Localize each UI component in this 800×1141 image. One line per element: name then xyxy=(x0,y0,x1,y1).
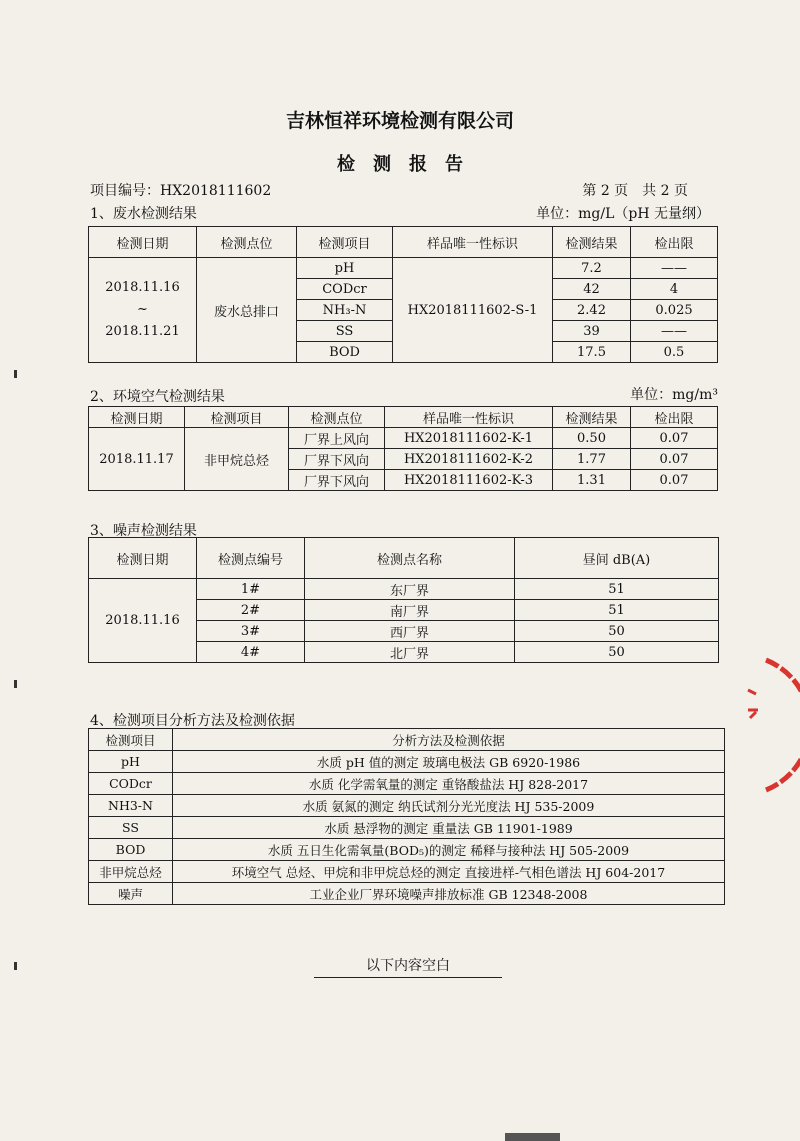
method-basis: 水质 五日生化需氧量(BOD₅)的测定 稀释与接种法 HJ 505-2009 xyxy=(173,839,725,861)
table-row xyxy=(89,258,718,279)
test-result: 39 xyxy=(553,321,631,342)
detection-limit: 0.07 xyxy=(631,449,718,470)
noise-value: 51 xyxy=(515,579,719,600)
column-header: 检出限 xyxy=(631,407,718,428)
wastewater-table xyxy=(88,226,718,363)
page-number: 第 2 页 共 2 页 xyxy=(582,183,688,199)
noise-value: 51 xyxy=(515,600,719,621)
point-number: 3# xyxy=(197,621,305,642)
method-item: SS xyxy=(89,817,173,839)
table-header-row xyxy=(89,538,719,579)
method-item: NH3-N xyxy=(89,795,173,817)
scan-mark xyxy=(14,370,17,378)
point-number: 1# xyxy=(197,579,305,600)
company-name: 吉林恒祥环境检测有限公司 xyxy=(285,110,514,132)
sample-id: HX2018111602-K-1 xyxy=(385,428,553,449)
column-header: 检测点位 xyxy=(197,227,297,258)
method-basis: 环境空气 总烃、甲烷和非甲烷总烃的测定 直接进样-气相色谱法 HJ 604-2017 xyxy=(173,861,725,883)
noise-section-title: 3、噪声检测结果 xyxy=(90,523,197,539)
red-seal-stamp xyxy=(736,650,800,800)
test-result: 0.50 xyxy=(553,428,631,449)
method-item: 非甲烷总烃 xyxy=(89,861,173,883)
noise-table xyxy=(88,537,719,663)
column-header: 检测结果 xyxy=(553,227,631,258)
table-row xyxy=(89,883,725,905)
method-basis: 水质 化学需氧量的测定 重铬酸盐法 HJ 828-2017 xyxy=(173,773,725,795)
detection-limit: —— xyxy=(631,321,718,342)
column-header: 检出限 xyxy=(631,227,718,258)
scan-mark xyxy=(14,962,17,970)
table-header-row xyxy=(89,729,725,751)
sampling-point: 厂界下风向 xyxy=(289,449,385,470)
date-end: 2018.11.21 xyxy=(105,324,180,339)
table-header-row xyxy=(89,407,718,428)
point-name: 南厂界 xyxy=(305,600,515,621)
column-header: 检测结果 xyxy=(553,407,631,428)
test-date: 2018.11.17 xyxy=(89,428,185,491)
sampling-point: 厂界下风向 xyxy=(289,470,385,491)
date-start: 2018.11.16 xyxy=(105,280,180,295)
scan-mark xyxy=(14,680,17,688)
column-header: 检测点位 xyxy=(289,407,385,428)
test-item: SS xyxy=(297,321,393,342)
column-header: 昼间 dB(A) xyxy=(515,538,719,579)
test-item: BOD xyxy=(297,342,393,363)
column-header: 检测项目 xyxy=(297,227,393,258)
test-result: 2.42 xyxy=(553,300,631,321)
test-result: 17.5 xyxy=(553,342,631,363)
sampling-point: 厂界上风向 xyxy=(289,428,385,449)
test-date-range xyxy=(89,258,197,363)
sampling-point: 废水总排口 xyxy=(197,258,297,363)
detection-limit: 0.07 xyxy=(631,428,718,449)
column-header: 样品唯一性标识 xyxy=(385,407,553,428)
detection-limit: 0.5 xyxy=(631,342,718,363)
point-name: 西厂界 xyxy=(305,621,515,642)
method-item: CODcr xyxy=(89,773,173,795)
report-title: 检测报告 xyxy=(337,154,481,175)
column-header: 样品唯一性标识 xyxy=(393,227,553,258)
wastewater-unit: 单位：mg/L（pH 无量纲） xyxy=(536,206,710,222)
method-basis: 水质 悬浮物的测定 重量法 GB 11901-1989 xyxy=(173,817,725,839)
method-basis: 水质 pH 值的测定 玻璃电极法 GB 6920-1986 xyxy=(173,751,725,773)
date-separator: ~ xyxy=(137,302,148,317)
test-item: 非甲烷总烃 xyxy=(185,428,289,491)
test-item: CODcr xyxy=(297,279,393,300)
detection-limit: 0.025 xyxy=(631,300,718,321)
method-item: 噪声 xyxy=(89,883,173,905)
method-item: pH xyxy=(89,751,173,773)
blank-below-note: 以下内容空白 xyxy=(314,955,502,978)
point-name: 北厂界 xyxy=(305,642,515,663)
table-row xyxy=(89,795,725,817)
air-unit: 单位：mg/m³ xyxy=(630,387,718,403)
test-item: NH₃-N xyxy=(297,300,393,321)
table-header-row xyxy=(89,227,718,258)
column-header: 分析方法及检测依据 xyxy=(173,729,725,751)
wastewater-section-title: 1、废水检测结果 xyxy=(90,206,197,222)
sample-id: HX2018111602-S-1 xyxy=(393,258,553,363)
column-header: 检测日期 xyxy=(89,407,185,428)
test-date: 2018.11.16 xyxy=(89,579,197,663)
table-row xyxy=(89,579,719,600)
table-row xyxy=(89,839,725,861)
methods-table xyxy=(88,728,725,905)
air-section-title: 2、环境空气检测结果 xyxy=(90,389,225,405)
air-table xyxy=(88,406,718,491)
project-number: 项目编号：HX2018111602 xyxy=(90,183,272,199)
noise-value: 50 xyxy=(515,621,719,642)
methods-section-title: 4、检测项目分析方法及检测依据 xyxy=(90,713,295,729)
method-basis: 工业企业厂界环境噪声排放标准 GB 12348-2008 xyxy=(173,883,725,905)
point-number: 4# xyxy=(197,642,305,663)
test-item: pH xyxy=(297,258,393,279)
scan-mark xyxy=(505,1133,560,1141)
test-result: 7.2 xyxy=(553,258,631,279)
sample-id: HX2018111602-K-3 xyxy=(385,470,553,491)
method-item: BOD xyxy=(89,839,173,861)
point-number: 2# xyxy=(197,600,305,621)
column-header: 检测点编号 xyxy=(197,538,305,579)
test-result: 1.31 xyxy=(553,470,631,491)
sample-id: HX2018111602-K-2 xyxy=(385,449,553,470)
detection-limit: 4 xyxy=(631,279,718,300)
detection-limit: 0.07 xyxy=(631,470,718,491)
method-basis: 水质 氨氮的测定 纳氏试剂分光光度法 HJ 535-2009 xyxy=(173,795,725,817)
table-row xyxy=(89,751,725,773)
table-row xyxy=(89,428,718,449)
column-header: 检测点名称 xyxy=(305,538,515,579)
column-header: 检测日期 xyxy=(89,538,197,579)
test-result: 1.77 xyxy=(553,449,631,470)
noise-value: 50 xyxy=(515,642,719,663)
column-header: 检测日期 xyxy=(89,227,197,258)
table-row xyxy=(89,773,725,795)
table-row xyxy=(89,817,725,839)
test-result: 42 xyxy=(553,279,631,300)
point-name: 东厂界 xyxy=(305,579,515,600)
detection-limit: —— xyxy=(631,258,718,279)
column-header: 检测项目 xyxy=(89,729,173,751)
column-header: 检测项目 xyxy=(185,407,289,428)
table-row xyxy=(89,861,725,883)
